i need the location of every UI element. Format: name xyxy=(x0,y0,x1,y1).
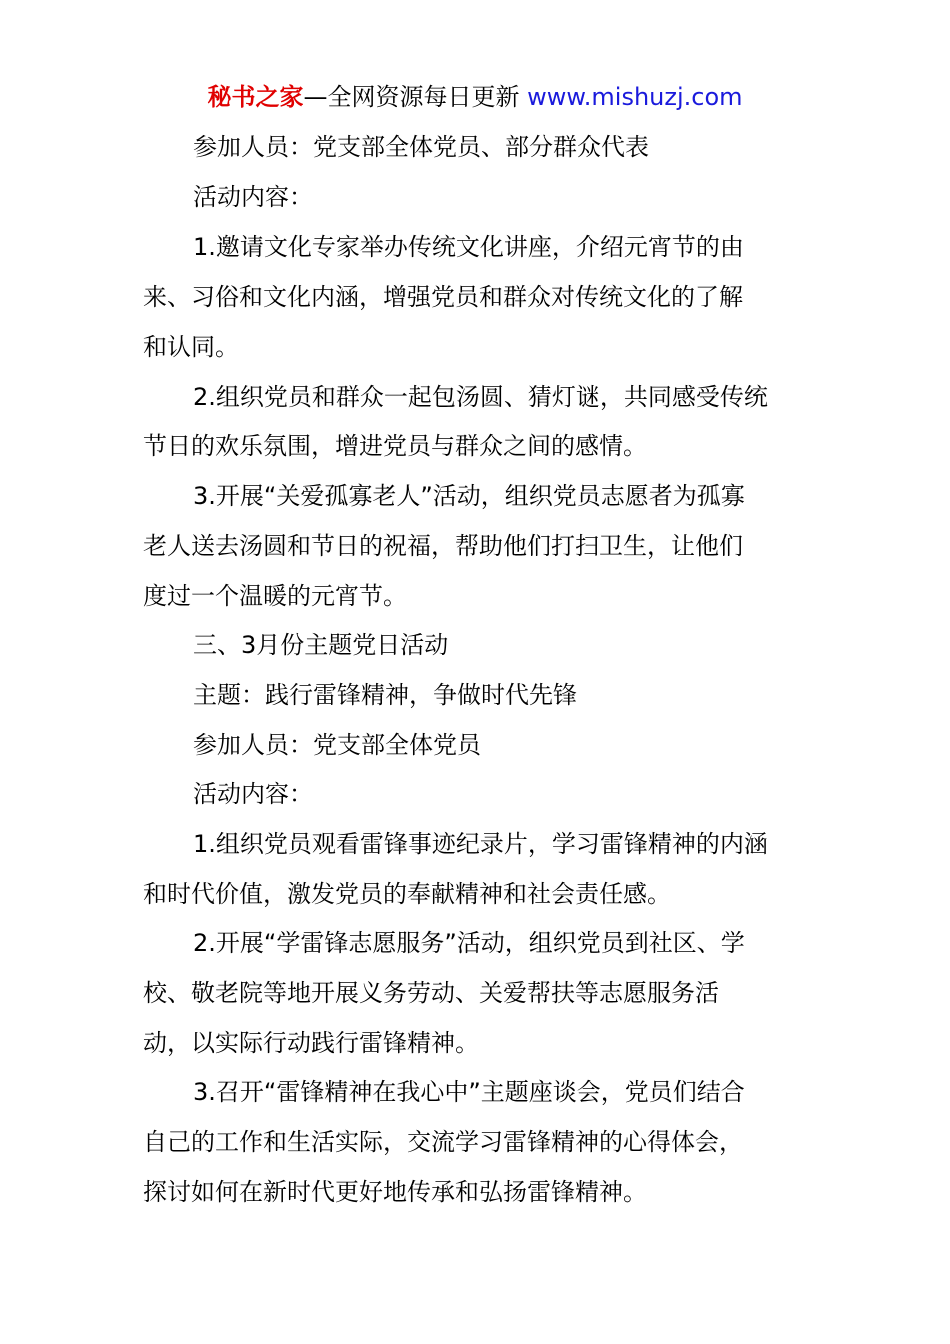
site-url-link[interactable]: www.mishuzj.com xyxy=(527,83,743,111)
header-tagline: —全网资源每日更新 xyxy=(303,83,528,111)
text-line: 活动内容： xyxy=(193,780,313,808)
text-line: 主题：践行雷锋精神，争做时代先锋 xyxy=(193,681,577,709)
text-line: 校、敬老院等地开展义务劳动、关爱帮扶等志愿服务活 xyxy=(143,979,719,1007)
text-line: 节日的欢乐氛围，增进党员与群众之间的感情。 xyxy=(143,432,647,460)
section-heading: 三、3月份主题党日活动 xyxy=(193,631,449,659)
text-line: 老人送去汤圆和节日的祝福，帮助他们打扫卫生，让他们 xyxy=(143,532,743,560)
text-line: 2.组织党员和群众一起包汤圆、猜灯谜，共同感受传统 xyxy=(193,383,768,411)
text-line: 3.开展“关爱孤寡老人”活动，组织党员志愿者为孤寡 xyxy=(193,482,745,510)
text-line: 度过一个温暖的元宵节。 xyxy=(143,582,407,610)
site-header xyxy=(0,80,950,114)
text-line: 和认同。 xyxy=(143,333,239,361)
text-line: 动，以实际行动践行雷锋精神。 xyxy=(143,1029,479,1057)
text-line: 探讨如何在新时代更好地传承和弘扬雷锋精神。 xyxy=(143,1178,647,1206)
text-line: 活动内容： xyxy=(193,183,313,211)
text-line: 和时代价值，激发党员的奉献精神和社会责任感。 xyxy=(143,880,671,908)
text-line: 3.召开“雷锋精神在我心中”主题座谈会，党员们结合 xyxy=(193,1078,745,1106)
text-line: 自己的工作和生活实际，交流学习雷锋精神的心得体会， xyxy=(143,1128,743,1156)
text-line: 来、习俗和文化内涵，增强党员和群众对传统文化的了解 xyxy=(143,283,743,311)
text-line: 1.邀请文化专家举办传统文化讲座，介绍元宵节的由 xyxy=(193,233,744,261)
text-line: 参加人员：党支部全体党员 xyxy=(193,731,481,759)
brand-name: 秘书之家 xyxy=(207,83,304,111)
text-line: 1.组织党员观看雷锋事迹纪录片，学习雷锋精神的内涵 xyxy=(193,830,768,858)
text-line: 2.开展“学雷锋志愿服务”活动，组织党员到社区、学 xyxy=(193,929,745,957)
text-line: 参加人员：党支部全体党员、部分群众代表 xyxy=(193,133,649,161)
